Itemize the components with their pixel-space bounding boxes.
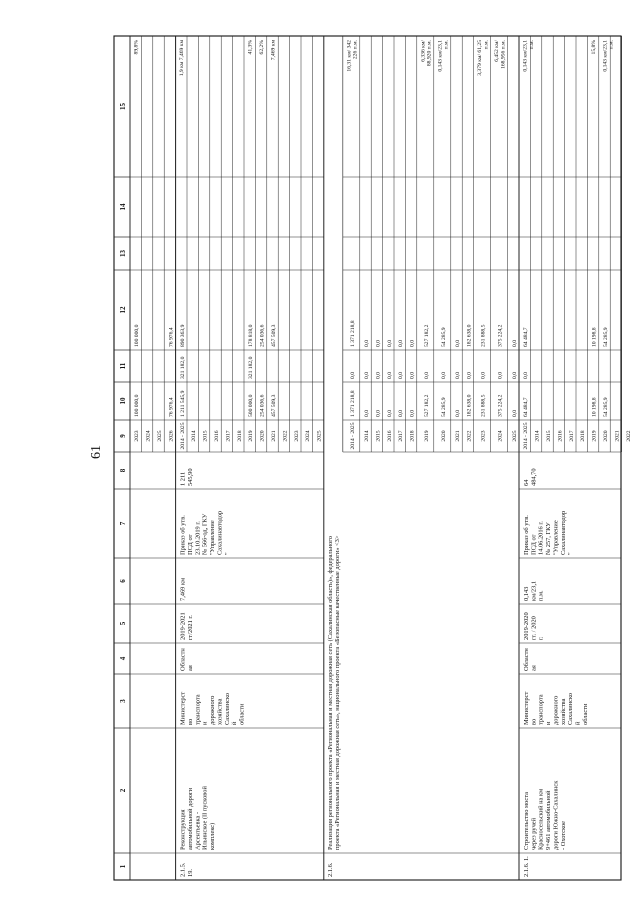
column-number: 15	[119, 103, 127, 110]
item-2-1-6-year: 2018	[409, 430, 416, 442]
item-2-1-6-federal: 0,0	[480, 372, 487, 379]
item-2-1-6-1-year: 2015	[546, 430, 552, 442]
item-2-1-6-federal: 0,0	[440, 372, 447, 379]
item-title: Реализация регионального проекта «Региональная и местная дорожная сеть (Сахалинская область)», федеральногопроекта «Региональная и местная дорожная сеть», национального проекта «Безопасные качественные дороги» <3>	[326, 535, 342, 850]
item-2-1-6-total: 231 888,5	[480, 394, 487, 417]
item-2-1-6-regional: 54 285,9	[440, 327, 447, 347]
item-2-1-6-1-indicator: 15,8%	[591, 40, 597, 55]
item-2-1-6-total: 0,0	[375, 410, 382, 417]
item-2-1-6-total: 0,0	[409, 410, 416, 417]
item-2-1-6-indicator: 3,379 км/ 61,25п.м.	[477, 40, 490, 76]
block-a-year: 2024	[145, 430, 152, 442]
item-2-1-6-regional: 1 371 218,8	[349, 320, 356, 347]
column-number: 7	[119, 521, 127, 526]
item-2-1-6-1-regional: 54 285,9	[603, 327, 609, 347]
item-2-1-6-1-regional: 64 484,7	[523, 327, 530, 347]
column-number: 6	[119, 579, 127, 583]
item-period: 2019-2021гг/2021 г.	[179, 612, 194, 640]
item-2-1-5-19-federal: 321 182,0	[248, 356, 255, 379]
item-name: Строительство мостачерез ручейКрасносельский на км9+461 автомобильнойдороги Южно-Сахалинск- Охотское	[523, 780, 567, 850]
item-level: Областная	[179, 648, 194, 671]
item-2-1-6-federal: 0,0	[497, 372, 504, 379]
item-level: Областная	[523, 648, 538, 671]
item-2-1-6-federal: 0,0	[386, 372, 393, 379]
item-2-1-5-19-year: 2024	[305, 430, 312, 442]
item-2-1-5-19-regional: 178 818,0	[248, 324, 255, 347]
page-number: 61	[89, 445, 104, 459]
item-2-1-6-1-indicator: 0,143 км/23,1п.м.	[602, 40, 615, 72]
item-doc: Приказ об утв.ПСД от23.10.2019 г.№ 566-од, ГКУ"УправлениеСахалинавтодор"	[179, 510, 231, 555]
item-2-1-6-year: 2022	[466, 430, 473, 442]
item-2-1-5-19-indicator: 1,9 км 7,469 км	[179, 40, 186, 77]
item-2-1-6-year: 2021	[455, 430, 461, 442]
item-2-1-6-regional: 0,0	[364, 340, 370, 347]
table-border	[114, 36, 621, 880]
item-2-1-5-19-indicator: 41,3%	[247, 40, 254, 55]
item-2-1-5-19-total: 457 509,3	[271, 394, 277, 417]
item-2-1-6-regional: 0,0	[375, 340, 382, 347]
item-2-1-6-year: 2014 - 2025	[349, 422, 356, 450]
block-a-year: 2023	[134, 430, 141, 442]
block-a-regional: 100 000,0	[134, 324, 141, 347]
item-2-1-6-federal: 0,0	[466, 372, 473, 379]
column-number: 12	[119, 306, 127, 314]
item-2-1-6-federal: 0,0	[375, 372, 382, 379]
item-2-1-6-total: 0,0	[398, 410, 405, 417]
item-2-1-6-1-year: 2020	[603, 430, 609, 442]
item-2-1-6-1-year: 2014	[534, 430, 541, 442]
block-a-year: 2026	[168, 430, 175, 442]
item-2-1-6-indicator: 16,31 км/ 342226 п.м.	[346, 40, 359, 72]
item-2-1-6-1-year: 2018	[580, 430, 587, 442]
column-number: 4	[119, 656, 127, 661]
block-a-year: 2025	[157, 430, 163, 442]
item-capacity: 0,143км/23,1п.м.	[523, 580, 545, 601]
item-2-1-6-1-year: 2022	[625, 430, 632, 442]
item-2-1-5-19-year: 2015	[202, 430, 209, 442]
item-2-1-6-year: 2019	[423, 430, 430, 442]
item-2-1-6-1-total: 64 484,7	[523, 397, 530, 417]
block-a-regional: 76 976,4	[168, 327, 175, 347]
item-2-1-6-year: 2015	[375, 430, 382, 442]
item-2-1-6-year: 2024	[497, 430, 504, 442]
item-2-1-6-regional: 0,0	[455, 340, 461, 347]
item-number: 2.1.5.19.	[179, 862, 194, 877]
column-number: 8	[119, 468, 127, 473]
item-2-1-5-19-federal: 321 182,0	[179, 356, 186, 379]
item-2-1-6-1-year: 2019	[591, 430, 598, 442]
item-2-1-6-federal: 0,0	[409, 372, 416, 379]
item-2-1-6-year: 2020	[440, 430, 447, 442]
item-2-1-6-total: 0,0	[455, 410, 461, 417]
column-number: 9	[119, 434, 127, 438]
item-capacity: 7,469 км	[179, 577, 187, 601]
item-2-1-5-19-year: 2020	[259, 430, 266, 442]
item-name: Реконструкцияавтомобильной дорогиАрсентьевка -Ильинское (II пусковойкомплекс)	[179, 786, 217, 850]
column-number: 10	[119, 397, 127, 405]
item-2-1-6-regional: 375 224,2	[497, 324, 504, 347]
item-2-1-6-regional: 0,0	[511, 340, 518, 347]
item-2-1-6-federal: 0,0	[364, 372, 370, 379]
item-2-1-6-year: 2023	[480, 430, 487, 442]
item-2-1-5-19-total: 500 000,0	[248, 394, 255, 417]
item-2-1-6-year: 2025	[511, 430, 518, 442]
item-2-1-6-year: 2014	[364, 430, 370, 442]
item-2-1-6-regional: 0,0	[398, 340, 405, 347]
item-2-1-6-regional: 0,0	[386, 340, 393, 347]
item-2-1-6-year: 2017	[398, 430, 405, 442]
column-number: 13	[119, 250, 127, 257]
item-2-1-5-19-year: 2018	[236, 430, 243, 442]
item-2-1-5-19-year: 2023	[293, 430, 300, 442]
item-2-1-5-19-regional: 457 509,3	[271, 324, 277, 347]
item-2-1-6-total: 1 371 218,8	[349, 390, 356, 417]
item-doc: Приказ об утв.ПСД от14.06.2016 г.№ 257, ГКУ"УправлениеСахалинавтодор"	[523, 510, 575, 555]
item-2-1-5-19-year: 2016	[214, 430, 220, 442]
item-2-1-5-19-indicator: 7,469 км	[270, 40, 277, 61]
item-2-1-6-regional: 231 888,5	[480, 324, 487, 347]
item-2-1-6-indicator: 6,452 км/168,956 п.м.	[494, 40, 507, 69]
item-2-1-6-1-year: 2014 - 2025	[523, 422, 530, 450]
item-2-1-6-1-indicator: 0,143 км/23,1п.м.	[522, 40, 535, 72]
item-executor: МинистерствотранспортаидорожногохозяйстваСахалинскойобласти	[179, 691, 246, 725]
block-a-indicator: 89,8%	[133, 40, 140, 55]
item-2-1-6-federal: 0,0	[455, 372, 461, 379]
item-2-1-6-total: 0,0	[511, 410, 518, 417]
column-number: 14	[119, 203, 127, 211]
item-2-1-6-total: 375 224,2	[497, 394, 504, 417]
item-2-1-6-total: 182 638,0	[466, 394, 473, 417]
item-2-1-6-1-year: 2016	[557, 430, 564, 442]
item-cost: 64484,70	[523, 468, 538, 486]
column-number: 2	[119, 788, 127, 793]
item-2-1-6-year: 2016	[386, 430, 393, 442]
item-2-1-6-1-total: 54 285,9	[603, 397, 609, 417]
block-a-total: 76 976,4	[168, 397, 175, 417]
item-2-1-6-regional: 527 182,2	[423, 324, 430, 347]
item-cost: 1 211545,90	[179, 468, 194, 486]
item-2-1-6-1-total: 10 198,8	[591, 397, 598, 417]
item-executor: МинистерствотранспортаидорожногохозяйстваСахалинскойобласти	[523, 691, 589, 725]
column-number: 3	[119, 699, 127, 703]
item-2-1-5-19-year: 2014	[191, 430, 198, 442]
item-number: 2.1.6.	[326, 862, 334, 877]
item-2-1-6-total: 527 182,2	[423, 394, 430, 417]
item-2-1-5-19-year: 2019	[248, 430, 255, 442]
item-2-1-5-19-year: 2017	[225, 430, 232, 442]
item-2-1-6-regional: 0,0	[409, 340, 416, 347]
item-2-1-6-federal: 0,0	[398, 372, 405, 379]
item-2-1-5-19-indicator: 62,2%	[259, 40, 265, 55]
item-2-1-6-1-regional: 10 198,8	[591, 327, 598, 347]
data-table	[114, 36, 632, 880]
item-2-1-5-19-total: 254 036,6	[259, 394, 266, 417]
item-2-1-6-federal: 0,0	[511, 372, 518, 379]
item-2-1-5-19-year: 2021	[271, 430, 277, 442]
item-2-1-6-total: 54 285,9	[440, 397, 447, 417]
item-2-1-5-19-year: 2022	[282, 430, 289, 442]
item-2-1-6-total: 0,0	[386, 410, 393, 417]
item-2-1-6-total: 0,0	[364, 410, 370, 417]
item-2-1-6-indicator: 6,336 км/88,920 п.м.	[420, 40, 433, 67]
item-period: 2019-2020гг. / 2020г.	[523, 612, 545, 640]
item-2-1-6-regional: 182 638,0	[466, 324, 473, 347]
block-a-total: 100 000,0	[134, 394, 141, 417]
item-number: 2.1.6. 1.	[523, 856, 530, 877]
item-2-1-6-1-year: 2021	[614, 430, 621, 442]
column-number: 11	[119, 362, 127, 370]
item-2-1-5-19-total: 1 211 545,9	[179, 390, 186, 417]
item-2-1-5-19-regional: 890 363,9	[179, 324, 186, 347]
item-2-1-6-1-year: 2017	[568, 430, 575, 442]
item-2-1-6-1-federal: 0,0	[523, 372, 530, 379]
item-2-1-6-federal: 0,0	[349, 372, 356, 379]
item-2-1-5-19-year: 2025	[316, 430, 323, 442]
item-2-1-5-19-year: 2014 - 2025	[179, 422, 186, 450]
item-2-1-6-federal: 0,0	[423, 372, 430, 379]
column-number: 5	[119, 621, 127, 626]
column-number: 1	[119, 864, 127, 869]
item-2-1-6-indicator: 0,143 км/23,1п.м.	[437, 40, 450, 72]
item-2-1-5-19-regional: 254 036,6	[259, 324, 266, 347]
